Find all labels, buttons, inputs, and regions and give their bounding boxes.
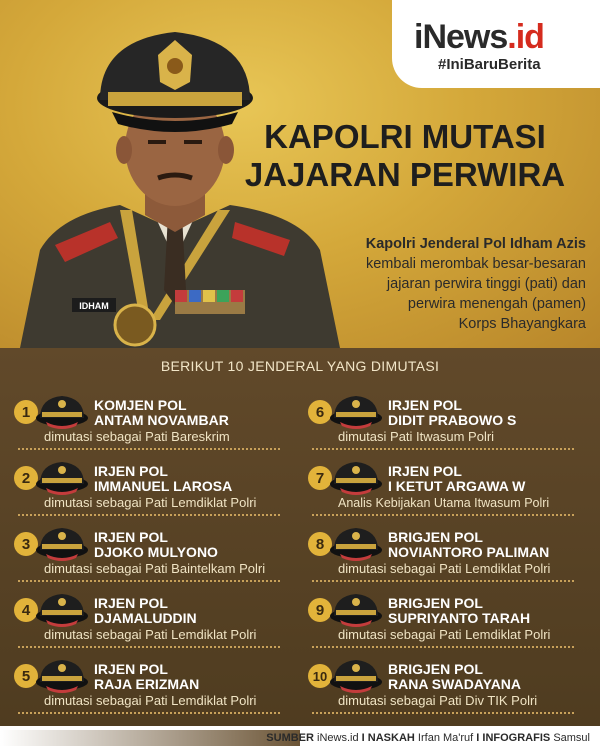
item-rank: IRJEN POL (94, 595, 168, 611)
graphic-value: Samsul (553, 732, 590, 744)
item-role: dimutasi Pati Itwasum Polri (338, 429, 495, 444)
writer-value: Irfan Ma'ruf (417, 732, 474, 744)
source-label: SUMBER (266, 732, 314, 744)
list-item (308, 596, 598, 656)
police-cap-icon (326, 392, 386, 432)
divider (312, 514, 574, 516)
item-role: dimutasi sebagai Pati Lemdiklat Polri (338, 627, 551, 642)
item-name: DJAMALUDDIN (94, 610, 197, 626)
divider (18, 448, 280, 450)
headline-line-2: JAJARAN PERWIRA (244, 156, 566, 193)
logo-wordmark: iNews.id (414, 18, 544, 56)
credits-footer (0, 726, 600, 751)
item-number: 4 (14, 598, 38, 622)
item-rank: IRJEN POL (94, 463, 168, 479)
item-name: IMMANUEL LAROSA (94, 478, 233, 494)
summary-line-2: kembali merombak besar-besaran (365, 256, 586, 272)
item-role: dimutasi sebagai Pati Div TIK Polri (338, 693, 538, 708)
police-cap-icon (32, 590, 92, 630)
list-heading: BERIKUT 10 JENDERAL YANG DIMUTASI (160, 358, 440, 374)
summary-lead: Kapolri Jenderal Pol Idham Azis (365, 236, 586, 252)
item-number: 10 (308, 664, 332, 688)
list-item (308, 530, 598, 590)
summary-line-5: Korps Bhayangkara (458, 316, 586, 332)
item-number: 2 (14, 466, 38, 490)
item-name: ANTAM NOVAMBAR (94, 412, 229, 428)
police-cap-icon (326, 524, 386, 564)
item-rank: BRIGJEN POL (388, 529, 483, 545)
list-item (14, 530, 304, 590)
item-role: dimutasi sebagai Pati Lemdiklat Polri (44, 495, 257, 510)
divider (312, 448, 574, 450)
item-role: dimutasi sebagai Pati Lemdiklat Polri (338, 561, 551, 576)
police-cap-icon (32, 392, 92, 432)
writer-label: NASKAH (367, 732, 415, 744)
source-value: iNews.id (317, 732, 359, 744)
item-role: dimutasi sebagai Pati Baintelkam Polri (44, 561, 266, 576)
list-item (14, 464, 304, 524)
item-rank: IRJEN POL (388, 463, 462, 479)
graphic-label: INFOGRAFIS (482, 732, 551, 744)
summary-text (318, 234, 586, 334)
list-item (308, 662, 598, 722)
headline (240, 118, 570, 194)
item-number: 9 (308, 598, 332, 622)
item-name: SUPRIYANTO TARAH (388, 610, 531, 626)
credits-text: SUMBER iNews.id I NASKAH Irfan Ma'ruf I INFOGRAFIS Samsul (266, 732, 590, 744)
item-rank: IRJEN POL (94, 661, 168, 677)
police-cap-icon (32, 458, 92, 498)
item-role: Analis Kebijakan Utama Itwasum Polri (338, 496, 550, 510)
item-name: RAJA ERIZMAN (94, 676, 200, 692)
item-number: 6 (308, 400, 332, 424)
police-cap-icon (326, 458, 386, 498)
item-name: I KETUT ARGAWA W (388, 478, 526, 494)
divider (18, 712, 280, 714)
item-name: RANA SWADAYANA (388, 676, 522, 692)
name-tag: IDHAM (79, 301, 109, 311)
item-name: NOVIANTORO PALIMAN (388, 544, 550, 560)
logo-hashtag: #IniBaruBerita (438, 56, 541, 73)
list-item (14, 398, 304, 458)
item-role: dimutasi sebagai Pati Lemdiklat Polri (44, 693, 257, 708)
logo-suffix: .id (507, 18, 544, 56)
police-cap-icon (32, 656, 92, 696)
item-number: 7 (308, 466, 332, 490)
brand-logo (392, 0, 600, 88)
item-number: 3 (14, 532, 38, 556)
divider (312, 580, 574, 582)
divider (312, 646, 574, 648)
item-role: dimutasi sebagai Pati Bareskrim (44, 429, 230, 444)
headline-line-1: KAPOLRI MUTASI (264, 118, 546, 155)
divider (312, 712, 574, 714)
item-rank: IRJEN POL (388, 397, 462, 413)
footer-stripe (0, 730, 300, 746)
police-cap-icon (326, 656, 386, 696)
police-cap-icon (326, 590, 386, 630)
item-number: 5 (14, 664, 38, 688)
list-item (308, 398, 598, 458)
item-rank: IRJEN POL (94, 529, 168, 545)
item-rank: BRIGJEN POL (388, 661, 483, 677)
list-item (308, 464, 598, 524)
divider (18, 646, 280, 648)
item-name: DIDIT PRABOWO S (388, 412, 517, 428)
item-rank: BRIGJEN POL (388, 595, 483, 611)
list-item (14, 596, 304, 656)
summary-line-3: jajaran perwira tinggi (pati) dan (386, 276, 586, 292)
summary-line-4: perwira menengah (pamen) (407, 296, 586, 312)
item-number: 8 (308, 532, 332, 556)
item-number: 1 (14, 400, 38, 424)
item-role: dimutasi sebagai Pati Lemdiklat Polri (44, 627, 257, 642)
divider (18, 514, 280, 516)
divider (18, 580, 280, 582)
list-item (14, 662, 304, 722)
police-cap-icon (32, 524, 92, 564)
item-name: DJOKO MULYONO (94, 544, 218, 560)
item-rank: KOMJEN POL (94, 397, 187, 413)
